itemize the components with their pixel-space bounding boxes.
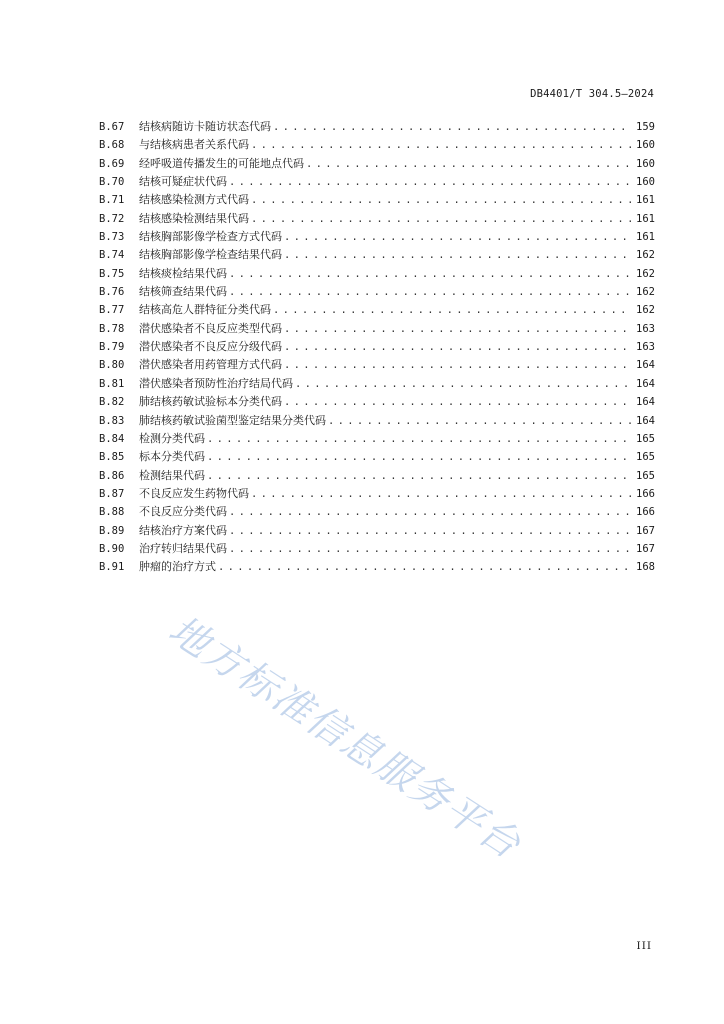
page-number: III bbox=[636, 940, 652, 952]
toc-entry-page[interactable]: 160 bbox=[636, 176, 655, 189]
toc-entry-title[interactable]: 结核病随访卡随访状态代码 bbox=[139, 120, 271, 133]
toc-entry-number: B.84 bbox=[99, 432, 125, 445]
toc-entry-title[interactable]: 结核治疗方案代码 bbox=[139, 523, 227, 537]
toc-entry-number: B.87 bbox=[99, 487, 125, 500]
toc-entry-number: B.71 bbox=[99, 194, 125, 207]
toc-entry-number: B.83 bbox=[99, 414, 125, 427]
toc-entry[interactable] bbox=[99, 155, 655, 173]
toc-dot-leader bbox=[229, 173, 632, 191]
toc-entry-number: B.70 bbox=[99, 176, 125, 189]
table-of-contents bbox=[99, 118, 655, 577]
toc-entry-number: B.79 bbox=[99, 341, 125, 354]
toc-entry[interactable] bbox=[99, 485, 655, 503]
toc-entry-number: B.90 bbox=[99, 542, 125, 555]
watermark: 地方标准信息服务平台 bbox=[160, 607, 529, 869]
toc-entry[interactable] bbox=[99, 558, 655, 576]
toc-entry-page[interactable]: 166 bbox=[636, 487, 655, 500]
toc-entry-title[interactable]: 标本分类代码 bbox=[139, 450, 205, 464]
toc-dot-leader bbox=[306, 155, 632, 173]
toc-dot-leader bbox=[284, 356, 632, 374]
toc-entry-title[interactable]: 结核感染检测结果代码 bbox=[139, 211, 249, 225]
toc-entry-title[interactable]: 检测分类代码 bbox=[139, 431, 205, 445]
toc-entry[interactable] bbox=[99, 283, 655, 301]
toc-entry-number: B.76 bbox=[99, 286, 125, 299]
toc-entry-page[interactable]: 168 bbox=[636, 561, 655, 574]
toc-entry-page[interactable]: 165 bbox=[636, 432, 655, 445]
toc-entry-page[interactable]: 162 bbox=[636, 286, 655, 299]
toc-entry-number: B.85 bbox=[99, 451, 125, 464]
toc-entry-title[interactable]: 潜伏感染者预防性治疗结局代码 bbox=[139, 376, 293, 390]
toc-entry-page[interactable]: 160 bbox=[636, 157, 655, 170]
toc-entry-title[interactable]: 肿瘤的治疗方式 bbox=[139, 560, 216, 574]
toc-entry[interactable] bbox=[99, 118, 655, 136]
toc-entry-title[interactable]: 检测结果代码 bbox=[139, 468, 205, 482]
toc-entry-number: B.81 bbox=[99, 377, 125, 390]
toc-entry-page[interactable]: 160 bbox=[636, 139, 655, 152]
toc-entry[interactable] bbox=[99, 265, 655, 283]
toc-dot-leader bbox=[229, 540, 632, 558]
toc-entry[interactable] bbox=[99, 210, 655, 228]
toc-dot-leader bbox=[207, 430, 632, 448]
toc-entry[interactable] bbox=[99, 338, 655, 356]
toc-entry-title[interactable]: 结核胸部影像学检查结果代码 bbox=[139, 248, 282, 262]
toc-entry-title[interactable]: 结核感染检测方式代码 bbox=[139, 193, 249, 207]
toc-entry-page[interactable]: 167 bbox=[636, 524, 655, 537]
toc-entry[interactable] bbox=[99, 412, 655, 430]
toc-entry-title[interactable]: 不良反应分类代码 bbox=[139, 505, 227, 519]
toc-dot-leader bbox=[251, 136, 632, 154]
toc-entry[interactable] bbox=[99, 320, 655, 338]
toc-entry-page[interactable]: 165 bbox=[636, 469, 655, 482]
toc-entry-title[interactable]: 肺结核药敏试验菌型鉴定结果分类代码 bbox=[139, 413, 326, 427]
toc-entry-title[interactable]: 与结核病患者关系代码 bbox=[139, 138, 249, 152]
toc-entry-number: B.74 bbox=[99, 249, 125, 262]
toc-entry[interactable] bbox=[99, 173, 655, 191]
toc-entry-title[interactable]: 潜伏感染者不良反应类型代码 bbox=[139, 321, 282, 335]
toc-entry-number: B.69 bbox=[99, 157, 125, 170]
toc-entry-title[interactable]: 潜伏感染者用药管理方式代码 bbox=[139, 358, 282, 372]
toc-entry-title[interactable]: 治疗转归结果代码 bbox=[139, 541, 227, 555]
toc-entry-page[interactable]: 162 bbox=[636, 249, 655, 262]
toc-dot-leader bbox=[207, 467, 632, 485]
toc-entry-title[interactable]: 结核筛查结果代码 bbox=[139, 285, 227, 299]
toc-entry-title[interactable]: 结核可疑症状代码 bbox=[139, 175, 227, 189]
toc-entry-number: B.68 bbox=[99, 139, 125, 152]
toc-entry-title[interactable]: 结核痰检结果代码 bbox=[139, 266, 227, 280]
toc-entry-number: B.72 bbox=[99, 212, 125, 225]
toc-entry[interactable] bbox=[99, 503, 655, 521]
toc-dot-leader bbox=[229, 283, 632, 301]
toc-entry-page[interactable]: 164 bbox=[636, 359, 655, 372]
toc-entry-page[interactable]: 165 bbox=[636, 451, 655, 464]
toc-dot-leader bbox=[207, 448, 632, 466]
toc-dot-leader bbox=[328, 412, 632, 430]
toc-entry[interactable] bbox=[99, 136, 655, 154]
toc-entry-page[interactable]: 167 bbox=[636, 542, 655, 555]
toc-dot-leader bbox=[229, 503, 632, 521]
toc-dot-leader bbox=[295, 375, 632, 393]
toc-entry[interactable] bbox=[99, 246, 655, 264]
toc-dot-leader bbox=[251, 485, 632, 503]
toc-entry[interactable] bbox=[99, 467, 655, 485]
toc-entry[interactable] bbox=[99, 301, 655, 319]
toc-entry-page[interactable]: 159 bbox=[636, 121, 655, 133]
toc-entry[interactable] bbox=[99, 191, 655, 209]
toc-entry[interactable] bbox=[99, 228, 655, 246]
toc-entry-number: B.88 bbox=[99, 506, 125, 519]
toc-entry-number: B.75 bbox=[99, 267, 125, 280]
toc-dot-leader bbox=[251, 191, 632, 209]
toc-entry[interactable] bbox=[99, 540, 655, 558]
toc-dot-leader bbox=[284, 338, 632, 356]
toc-dot-leader bbox=[284, 393, 632, 411]
toc-dot-leader bbox=[229, 522, 632, 540]
toc-dot-leader bbox=[273, 118, 632, 136]
toc-entry-number: B.86 bbox=[99, 469, 125, 482]
toc-entry-page[interactable]: 161 bbox=[636, 231, 655, 244]
toc-entry[interactable] bbox=[99, 522, 655, 540]
toc-entry[interactable] bbox=[99, 356, 655, 374]
toc-entry[interactable] bbox=[99, 375, 655, 393]
toc-dot-leader bbox=[284, 246, 632, 264]
toc-entry[interactable] bbox=[99, 393, 655, 411]
toc-entry-number: B.82 bbox=[99, 396, 125, 409]
toc-dot-leader bbox=[273, 301, 632, 319]
toc-entry[interactable] bbox=[99, 448, 655, 466]
toc-entry-page[interactable]: 164 bbox=[636, 377, 655, 390]
toc-entry-title[interactable]: 结核高危人群特征分类代码 bbox=[139, 303, 271, 317]
toc-entry-page[interactable]: 161 bbox=[636, 212, 655, 225]
toc-entry-page[interactable]: 164 bbox=[636, 414, 655, 427]
toc-entry-number: B.78 bbox=[99, 322, 125, 335]
toc-entry-number: B.80 bbox=[99, 359, 125, 372]
toc-entry-title[interactable]: 经呼吸道传播发生的可能地点代码 bbox=[139, 156, 304, 170]
toc-entry-page[interactable]: 164 bbox=[636, 396, 655, 409]
toc-dot-leader bbox=[218, 558, 632, 576]
toc-entry-page[interactable]: 163 bbox=[636, 322, 655, 335]
toc-entry-title[interactable]: 不良反应发生药物代码 bbox=[139, 486, 249, 500]
toc-entry-page[interactable]: 163 bbox=[636, 341, 655, 354]
toc-dot-leader bbox=[229, 265, 632, 283]
toc-dot-leader bbox=[284, 320, 632, 338]
toc-entry-number: B.73 bbox=[99, 231, 125, 244]
toc-dot-leader bbox=[251, 210, 632, 228]
toc-entry-title[interactable]: 潜伏感染者不良反应分级代码 bbox=[139, 340, 282, 354]
toc-entry[interactable] bbox=[99, 430, 655, 448]
toc-entry-title[interactable]: 结核胸部影像学检查方式代码 bbox=[139, 230, 282, 244]
toc-entry-page[interactable]: 166 bbox=[636, 506, 655, 519]
toc-dot-leader bbox=[284, 228, 632, 246]
toc-entry-number: B.91 bbox=[99, 561, 125, 574]
standard-code: DB4401/T 304.5—2024 bbox=[530, 88, 654, 100]
toc-entry-page[interactable]: 161 bbox=[636, 194, 655, 207]
toc-entry-title[interactable]: 肺结核药敏试验标本分类代码 bbox=[139, 395, 282, 409]
toc-entry-number: B.67 bbox=[99, 121, 125, 133]
toc-entry-number: B.77 bbox=[99, 304, 125, 317]
toc-entry-page[interactable]: 162 bbox=[636, 267, 655, 280]
toc-entry-number: B.89 bbox=[99, 524, 125, 537]
toc-entry-page[interactable]: 162 bbox=[636, 304, 655, 317]
